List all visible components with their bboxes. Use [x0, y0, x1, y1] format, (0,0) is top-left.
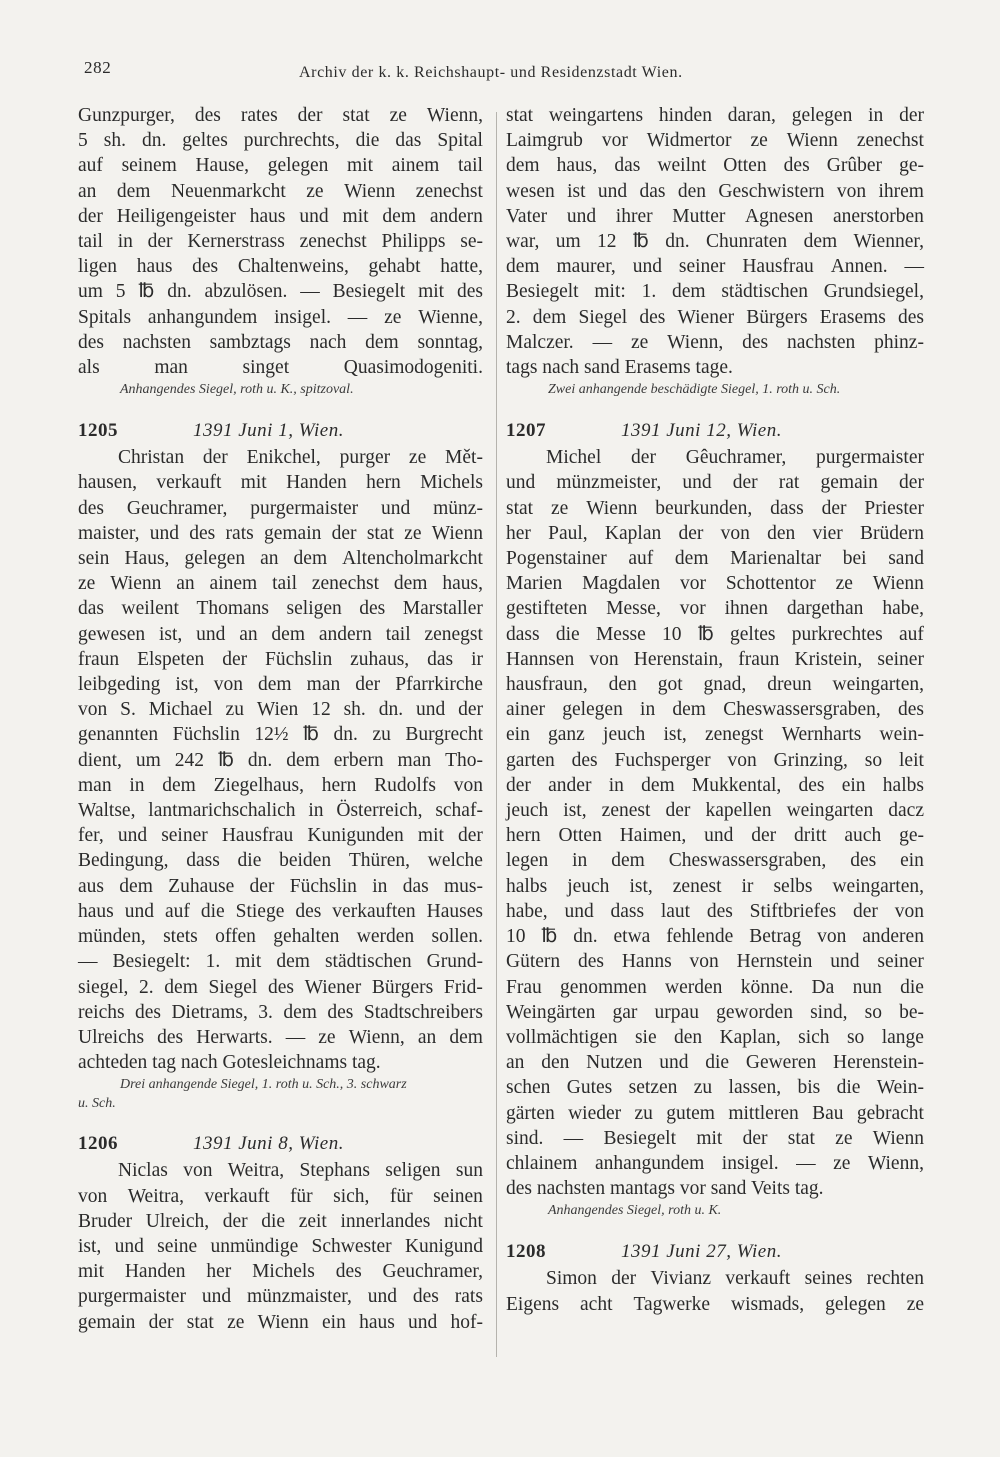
- text-line: Niclas von Weitra, Stephans seligen sun: [118, 1160, 483, 1182]
- text-line: hausfraun, den got gnad, dreun weingarten,: [506, 674, 924, 696]
- text-line: 5 sh. dn. geltes purchrechts, die das Spital: [78, 130, 483, 152]
- text-line: ze Wienn an ainem tail zenechst dem haus,: [78, 573, 483, 595]
- text-line: — Besiegelt: 1. mit dem städtischen Grund-: [78, 951, 483, 973]
- continuation-text: [506, 103, 924, 380]
- text-line: hausen, verkauft mit Handen hern Michels: [78, 472, 483, 494]
- text-line: siegel, 2. dem Siegel des Wiener Bürgers Frid-: [78, 976, 483, 998]
- text-line: chlainem anhangundem insigel. — ze Wienn,: [506, 1152, 924, 1174]
- text-line: Christan der Enikchel, purger ze Mět-: [118, 447, 483, 469]
- entry-date: 1391 Juni 1, Wien.: [193, 420, 344, 442]
- column-divider: [496, 112, 497, 1357]
- text-line: von Weitra, verkauft für sich, für seinen: [78, 1185, 483, 1207]
- entry-number: 1205: [78, 420, 118, 442]
- text-line: Michel der Gêuchramer, purgermaister: [546, 447, 924, 469]
- entry-1205: [78, 420, 483, 1113]
- entry-date: 1391 Juni 27, Wien.: [621, 1241, 782, 1263]
- text-line: Simon der Vivianz verkauft seines rechten: [546, 1268, 924, 1290]
- text-line: dem haus, das weilnt Otten des Grûber ge-: [506, 155, 924, 177]
- text-line: auf seinem Hause, gelegen mit ainem tail: [78, 155, 483, 177]
- entry-body: [506, 1266, 924, 1316]
- text-line: aus dem Zuhause der Füchslin in das mus-: [78, 875, 483, 897]
- text-line: dient, um 242 ℔ dn. dem erbern man Tho-: [78, 749, 483, 771]
- text-line: gestifteten Messe, vor ihnen dargethan habe,: [506, 598, 924, 620]
- entry-number: 1206: [78, 1133, 118, 1155]
- text-line: 2. dem Siegel des Wiener Bürgers Erasems des: [506, 306, 924, 328]
- text-line: 10 ℔ dn. etwa fehlende Betrag von anderen: [506, 926, 924, 948]
- text-line: Weingärten gar urpau geworden sind, so be-: [506, 1001, 924, 1023]
- text-line: ist, und seine unmündige Schwester Kunigund: [78, 1235, 483, 1257]
- entry-heading: [506, 1241, 924, 1263]
- right-column: [506, 103, 924, 1317]
- entry-1208: [506, 1241, 924, 1316]
- text-line: um 5 ℔ dn. abzulösen. — Besiegelt mit des: [78, 281, 483, 303]
- text-line: fer, und seiner Hausfrau Kunigunden mit der: [78, 825, 483, 847]
- text-line: als man singet Quasimodogeniti.: [78, 357, 483, 379]
- text-line: schen Gutes setzen zu lassen, bis die Wein-: [506, 1077, 924, 1099]
- text-line: hern Otten Haimen, und der dritt auch ge-: [506, 825, 924, 847]
- seal-note: Drei anhangende Siegel, 1. roth u. Sch., 3. schwarz: [120, 1077, 407, 1093]
- page-number: 282: [84, 58, 112, 77]
- entry-number: 1208: [506, 1241, 546, 1263]
- entry-1206: [78, 1133, 483, 1334]
- text-line: gärten wieder zu gutem mittleren Bau gebracht: [506, 1102, 924, 1124]
- text-line: war, um 12 ℔ dn. Chunraten dem Wienner,: [506, 231, 924, 253]
- text-line: dem maurer, und seiner Hausfrau Annen. —: [506, 256, 924, 278]
- text-line: vollmächtigen sie den Kaplan, sich so lange: [506, 1026, 924, 1048]
- entry-heading: [506, 420, 924, 442]
- entry-1207: [506, 420, 924, 1221]
- text-line: münden, stets offen gehalten werden sollen.: [78, 926, 483, 948]
- text-line: Pogenstainer auf dem Marienaltar bei sand: [506, 548, 924, 570]
- text-line: Bruder Ulreich, der die zeit innerlandes nicht: [78, 1210, 483, 1232]
- entry-heading: [78, 420, 483, 442]
- text-line: halbs jeuch ist, zenest ir selbs weingarten,: [506, 875, 924, 897]
- text-line: des Geuchramer, purgermaister und münz-: [78, 497, 483, 519]
- text-line: und münzmeister, und der rat gemain der: [506, 472, 924, 494]
- text-line: an dem Neuenmarkcht ze Wienn zenechst: [78, 180, 483, 202]
- text-line: ligen haus des Chaltenweins, gehabt hatte,: [78, 256, 483, 278]
- text-line: Ulreichs des Herwarts. — ze Wienn, an dem: [78, 1026, 483, 1048]
- text-line: wesen ist und das den Geschwistern von ihrem: [506, 180, 924, 202]
- text-line: haus und auf die Stiege des verkauften Hauses: [78, 900, 483, 922]
- text-line: Gunzpurger, des rates der stat ze Wienn,: [78, 105, 483, 126]
- text-line: ein ganz jeuch ist, zenegst Wernharts wein-: [506, 724, 924, 746]
- text-line: Hannsen von Herenstain, fraun Kristein, seiner: [506, 648, 924, 670]
- text-line: der Heiligengeister haus und mit dem andern: [78, 205, 483, 227]
- text-line: des nachsten sambztags nach dem sonntag,: [78, 331, 483, 353]
- seal-note: Zwei anhangende beschädigte Siegel, 1. roth u. Sch.: [548, 382, 841, 398]
- text-line: Waltse, lantmarichschalich in Österreich, schaf-: [78, 800, 483, 822]
- text-line: gemain der stat ze Wienn ein haus und hof-: [78, 1311, 483, 1333]
- text-line: Laimgrub vor Widmertor ze Wienn zenechst: [506, 130, 924, 152]
- text-line: her Paul, Kaplan der von den vier Brüdern: [506, 522, 924, 544]
- text-line: leibgeding ist, von dem man der Pfarrkirche: [78, 674, 483, 696]
- text-line: Gütern des Hanns von Hernstein und seiner: [506, 951, 924, 973]
- seal-note-continued: u. Sch.: [78, 1096, 116, 1112]
- entry-date: 1391 Juni 12, Wien.: [621, 420, 782, 442]
- text-line: Eigens acht Tagwerke wismads, gelegen ze: [506, 1293, 924, 1315]
- text-line: das weilent Thomans seligen des Marstaller: [78, 598, 483, 620]
- text-line: stat ze Wienn beurkunden, dass der Priester: [506, 497, 924, 519]
- text-line: garten des Fuchsperger von Grinzing, so leit: [506, 749, 924, 771]
- continuation-text: [78, 103, 483, 380]
- text-line: tail in der Kernerstrass zenechst Philipps se-: [78, 231, 483, 253]
- left-column: [78, 103, 483, 1335]
- entry-date: 1391 Juni 8, Wien.: [193, 1133, 344, 1155]
- entry-number: 1207: [506, 420, 546, 442]
- text-line: an den Nutzen und die Geweren Herenstein-: [506, 1052, 924, 1074]
- text-line: der ander in dem Mukkental, des ein halbs: [506, 774, 924, 796]
- text-line: jeuch ist, zenest der kapellen weingarten dacz: [506, 800, 924, 822]
- text-line: man in dem Ziegelhaus, hern Rudolfs von: [78, 774, 483, 796]
- text-line: mit Handen her Michels des Geuchramer,: [78, 1261, 483, 1283]
- text-line: tags nach sand Erasems tage.: [506, 357, 733, 379]
- text-line: Malczer. — ze Wienn, des nachsten phinz-: [506, 331, 924, 353]
- text-line: habe, und dass laut des Stiftbriefes der von: [506, 900, 924, 922]
- page-header: [84, 58, 905, 88]
- text-line: Frau genommen werden könne. Da nun die: [506, 976, 924, 998]
- text-line: von S. Michael zu Wien 12 sh. dn. und der: [78, 699, 483, 721]
- text-line: gewesen ist, und an dem andern tail zenegst: [78, 623, 483, 645]
- text-line: ainer gelegen in dem Cheswassersgraben, des: [506, 699, 924, 721]
- text-line: Besiegelt mit: 1. dem städtischen Grundsiegel,: [506, 281, 924, 303]
- text-line: fraun Elspeten der Füchslin zuhaus, das ir: [78, 648, 483, 670]
- seal-note: Anhangendes Siegel, roth u. K.: [548, 1203, 722, 1219]
- text-line: reichs des Dietrams, 3. dem des Stadtschreibers: [78, 1001, 483, 1023]
- text-line: Marien Magdalen vor Schottentor ze Wienn: [506, 573, 924, 595]
- text-line: Vater und ihrer Mutter Agnesen anerstorben: [506, 205, 924, 227]
- text-line: purgermaister und münzmaister, und des rats: [78, 1286, 483, 1308]
- entry-body: [78, 445, 483, 1075]
- text-line: genannten Füchslin 12½ ℔ dn. zu Burgrecht: [78, 724, 483, 746]
- text-line: legen in dem Cheswassersgraben, des ein: [506, 850, 924, 872]
- text-line: stat weingartens hinden daran, gelegen in der: [506, 105, 924, 126]
- entry-body: [78, 1158, 483, 1334]
- running-title: Archiv der k. k. Reichshaupt- und Residenzstadt Wien.: [299, 64, 683, 81]
- entry-heading: [78, 1133, 483, 1155]
- seal-note: Anhangendes Siegel, roth u. K., spitzoval.: [120, 382, 354, 398]
- text-line: Spitals anhangundem insigel. — ze Wienne,: [78, 306, 483, 328]
- text-line: maister, und des rats gemain der stat ze Wienn: [78, 522, 483, 544]
- text-line: Bedingung, dass die beiden Thüren, welche: [78, 850, 483, 872]
- text-line: sind. — Besiegelt mit der stat ze Wienn: [506, 1127, 924, 1149]
- entry-body: [506, 445, 924, 1201]
- text-line: achteden tag nach Gotesleichnams tag.: [78, 1052, 381, 1074]
- text-line: des nachsten mantags vor sand Veits tag.: [506, 1178, 824, 1200]
- text-line: sein Haus, gelegen an dem Altencholmarkcht: [78, 548, 483, 570]
- text-line: dass die Messe 10 ℔ geltes purkrechtes auf: [506, 623, 924, 645]
